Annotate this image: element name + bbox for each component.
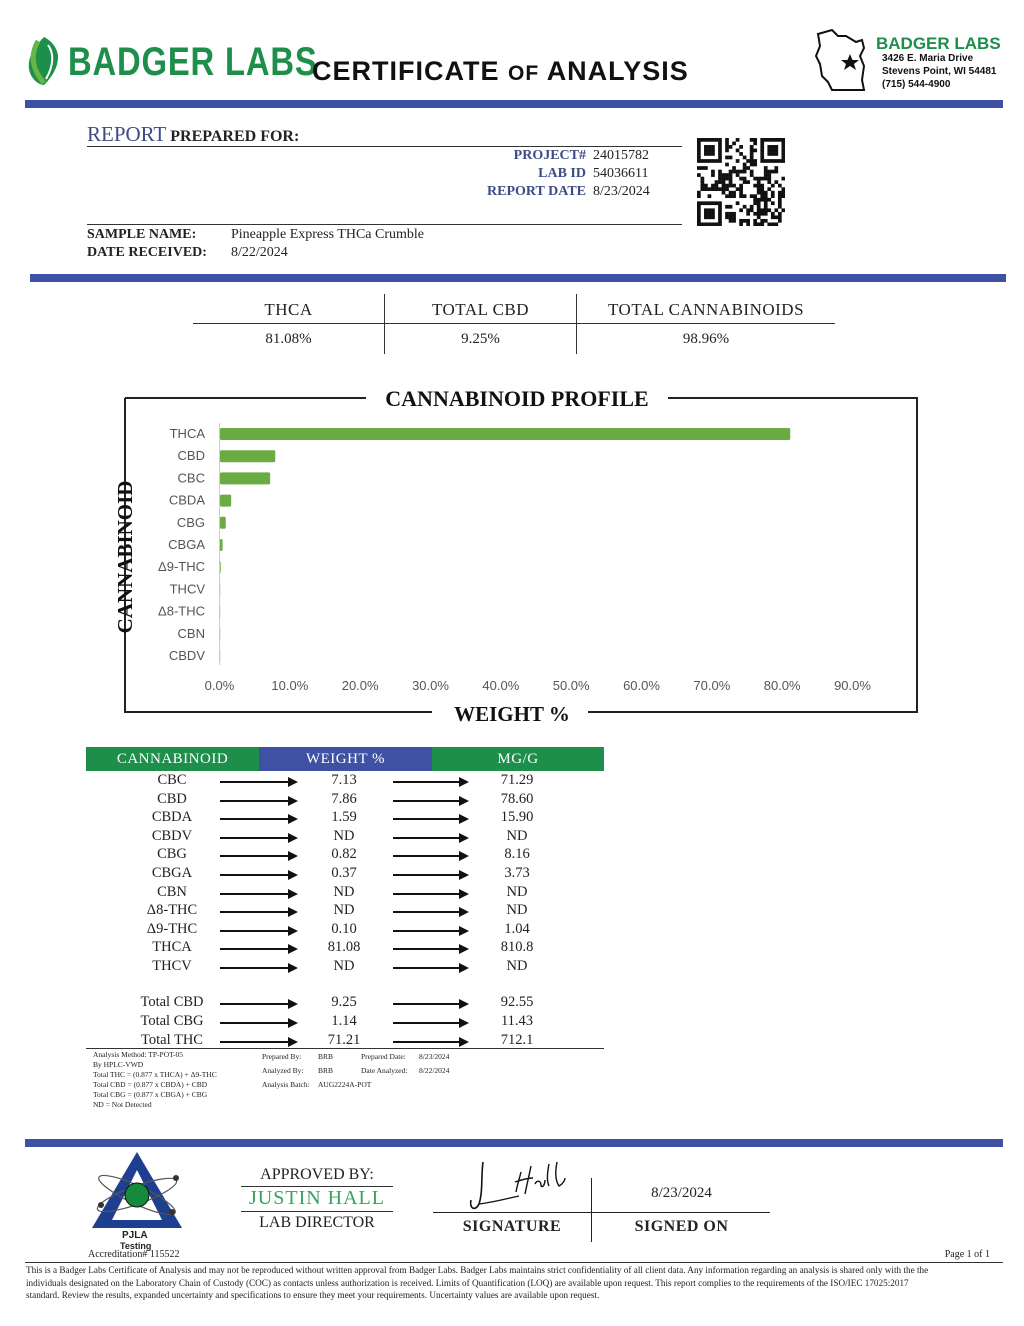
x-tick-label: 30.0% xyxy=(412,678,449,693)
row-mg: ND xyxy=(506,958,528,974)
badger-leaf-logo-icon xyxy=(24,35,64,87)
disclaimer-line-2: individuals designated on the Laboratory Chain of Custody (COC) as contacts unless authorization is received. Limits of Quantification (LOQ) are available upon request. This report complies to the requirements of the ISO/IEC 17025:2017 xyxy=(26,1277,909,1288)
report-prepared-for xyxy=(87,122,299,147)
bar-cbc xyxy=(220,472,270,484)
table-row xyxy=(86,791,606,809)
x-tick-label: 80.0% xyxy=(763,678,801,693)
row-mg: 8.16 xyxy=(504,846,530,863)
table-row xyxy=(86,921,606,939)
analyzed-by-label: Analyzed By: xyxy=(262,1066,304,1075)
row-weight: ND xyxy=(333,958,355,974)
right-arrow-icon xyxy=(393,781,461,783)
summary-label-total-cannabinoids: TOTAL CANNABINOIDS xyxy=(607,300,805,319)
qr-code-icon[interactable] xyxy=(697,138,785,226)
summary-value-total-cannabinoids: 98.96% xyxy=(682,331,730,347)
right-arrow-icon xyxy=(393,874,461,876)
sample-name-label: SAMPLE NAME: xyxy=(87,227,197,242)
row-mg: 71.29 xyxy=(500,772,534,788)
address-line-1: 3426 E. Maria Drive xyxy=(882,53,974,64)
right-arrow-icon xyxy=(393,1003,461,1005)
row-weight: 71.21 xyxy=(327,1032,361,1048)
chart-frame-right xyxy=(588,398,917,712)
y-tick-label: CBG xyxy=(176,514,205,530)
right-arrow-icon xyxy=(220,1003,290,1005)
lab-address xyxy=(882,52,997,91)
row-mg: 92.55 xyxy=(500,994,534,1010)
row-mg: 15.90 xyxy=(500,809,534,826)
row-weight: ND xyxy=(333,827,355,844)
method-note-line: By HPLC-VWD xyxy=(93,1060,144,1069)
x-tick-label: 70.0% xyxy=(693,678,731,693)
right-arrow-icon xyxy=(220,800,290,802)
x-tick-label: 20.0% xyxy=(341,678,379,693)
chart-frame-left xyxy=(125,398,432,712)
project-value: 24015782 xyxy=(593,148,649,163)
table-row xyxy=(86,772,606,790)
right-arrow-icon xyxy=(393,930,461,932)
row-mg: 78.60 xyxy=(500,790,534,807)
report-word: REPORT xyxy=(87,122,167,146)
table-row xyxy=(86,846,606,864)
bar-δ8-thc xyxy=(220,606,221,618)
chart-title: CANNABINOID PROFILE xyxy=(385,386,649,411)
y-tick-label: CBC xyxy=(177,470,205,486)
method-note-line: Total THC = (0.877 x THCA) + Δ9-THC xyxy=(93,1070,217,1079)
approver-name: JUSTIN HALL xyxy=(249,1187,385,1209)
prepared-by-label: Prepared By: xyxy=(262,1052,302,1061)
table-row xyxy=(86,828,606,846)
row-weight: 7.13 xyxy=(331,772,357,788)
row-cannabinoid: CBDA xyxy=(151,809,193,826)
batch-value: AUG2224A-POT xyxy=(318,1080,372,1089)
prepared-date-label: Prepared Date: xyxy=(361,1052,406,1061)
prepared-date-value: 8/23/2024 xyxy=(419,1052,450,1061)
bar-δ9-thc xyxy=(220,561,221,573)
right-arrow-icon xyxy=(393,911,461,913)
bar-thcv xyxy=(220,583,221,595)
right-arrow-icon xyxy=(393,837,461,839)
right-arrow-icon xyxy=(220,1041,290,1043)
logo-text: BADGER LABS xyxy=(68,40,318,84)
table-row xyxy=(86,809,606,827)
y-tick-label: Δ9-THC xyxy=(158,559,205,575)
total-row xyxy=(86,994,606,1012)
right-arrow-icon xyxy=(393,800,461,802)
chart-y-axis-label: CANNABINOID xyxy=(113,480,137,634)
right-arrow-icon xyxy=(220,855,290,857)
report-date-label: REPORT DATE xyxy=(487,184,586,199)
date-received-value: 8/22/2024 xyxy=(231,245,288,260)
signature-image xyxy=(465,1158,575,1216)
x-tick-label: 0.0% xyxy=(204,678,235,693)
row-weight: 1.59 xyxy=(331,809,357,826)
row-weight: 0.10 xyxy=(331,920,357,937)
row-cannabinoid: Δ9-THC xyxy=(146,920,198,937)
bar-cbg xyxy=(220,517,226,529)
y-tick-label: Δ8-THC xyxy=(158,603,205,619)
right-arrow-icon xyxy=(220,874,290,876)
x-tick-label: 90.0% xyxy=(834,678,871,693)
table-bottom-rule xyxy=(86,1048,604,1049)
total-row xyxy=(86,1013,606,1031)
row-cannabinoid: CBD xyxy=(157,790,187,807)
bar-cbga xyxy=(220,539,223,551)
method-note-line: Analysis Method: TP-POT-05 xyxy=(93,1050,184,1059)
signed-on-label: SIGNED ON xyxy=(634,1218,729,1235)
batch-label: Analysis Batch: xyxy=(262,1080,310,1089)
date-analyzed-value: 8/22/2024 xyxy=(419,1066,450,1075)
signature-rule xyxy=(433,1212,770,1213)
signed-date: 8/23/2024 xyxy=(651,1185,712,1201)
y-tick-label: CBD xyxy=(177,448,205,464)
row-mg: ND xyxy=(506,902,528,919)
table-row xyxy=(86,865,606,883)
pjla-logo-icon xyxy=(90,1150,185,1230)
page-number: Page 1 of 1 xyxy=(944,1249,990,1260)
right-arrow-icon xyxy=(220,818,290,820)
summary-label-total-cbd: TOTAL CBD xyxy=(431,300,530,319)
y-tick-label: THCV xyxy=(169,581,205,597)
row-cannabinoid: THCV xyxy=(152,958,192,974)
address-line-2: Stevens Point, WI 54481 xyxy=(882,66,997,77)
approver-name-rule xyxy=(241,1211,393,1212)
row-mg: 810.8 xyxy=(500,939,534,956)
right-arrow-icon xyxy=(393,893,461,895)
pjla-label: PJLA xyxy=(122,1230,148,1241)
summary-label-thca: THCA xyxy=(264,300,313,319)
table-row xyxy=(86,939,606,957)
project-label: PROJECT# xyxy=(513,148,586,163)
right-arrow-icon xyxy=(393,855,461,857)
row-mg: 1.04 xyxy=(504,920,530,937)
y-tick-label: CBDV xyxy=(168,648,205,663)
right-arrow-icon xyxy=(220,893,290,895)
prep-info xyxy=(262,1052,522,1092)
row-cannabinoid: Δ8-THC xyxy=(146,902,198,919)
method-note-line: ND = Not Detected xyxy=(93,1100,152,1109)
row-mg: 712.1 xyxy=(500,1032,534,1048)
report-divider xyxy=(30,274,1006,282)
wisconsin-map-icon xyxy=(812,26,876,94)
x-tick-label: 50.0% xyxy=(552,678,590,693)
row-weight: 81.08 xyxy=(327,939,361,956)
accreditation-number: Accreditation# 115522 xyxy=(88,1249,180,1260)
bar-cbda xyxy=(220,495,231,507)
phone-number: (715) 544-4900 xyxy=(882,79,951,90)
date-analyzed-label: Date Analyzed: xyxy=(361,1066,408,1075)
y-tick-label: CBDA xyxy=(168,492,205,508)
x-tick-label: 10.0% xyxy=(271,678,309,693)
approver-role: LAB DIRECTOR xyxy=(259,1214,375,1231)
right-arrow-icon xyxy=(393,818,461,820)
summary-rule xyxy=(193,323,835,324)
y-tick-label: THCA xyxy=(169,426,205,441)
right-arrow-icon xyxy=(220,781,290,783)
y-tick-label: CBN xyxy=(177,625,205,641)
chart-x-axis-label: WEIGHT % xyxy=(454,702,570,726)
table-header-mg: MG/G xyxy=(432,747,604,771)
row-weight: 1.14 xyxy=(331,1013,357,1029)
right-arrow-icon xyxy=(220,911,290,913)
method-notes xyxy=(93,1050,217,1110)
cannabinoid-profile-chart xyxy=(0,380,1024,730)
row-cannabinoid: CBGA xyxy=(151,865,193,881)
right-arrow-icon xyxy=(220,837,290,839)
disclaimer-line-1: This is a Badger Labs Certificate of Analysis and may not be reproduced without written approval from Badger Labs. Badger Labs maintains strict confidentiality of all client data. Any information regarding an analysis is shared only with the the xyxy=(26,1265,929,1275)
bar-cbdv xyxy=(220,650,221,662)
summary-value-thca: 81.08% xyxy=(265,331,312,347)
right-arrow-icon xyxy=(220,1022,290,1024)
row-weight: ND xyxy=(333,883,355,900)
row-cannabinoid: CBDV xyxy=(151,827,193,844)
row-cannabinoid: Total CBD xyxy=(140,994,204,1010)
x-tick-label: 60.0% xyxy=(623,678,660,693)
page-title xyxy=(312,56,689,87)
right-arrow-icon xyxy=(393,1041,461,1043)
row-cannabinoid: CBN xyxy=(157,883,187,900)
title-analysis: ANALYSIS xyxy=(546,56,689,86)
row-cannabinoid: THCA xyxy=(152,939,192,956)
table-header-weight: WEIGHT % xyxy=(259,747,432,771)
prepared-for-label: PREPARED FOR: xyxy=(170,128,300,145)
summary-value-total-cbd: 9.25% xyxy=(461,331,500,347)
bar-cbd xyxy=(220,450,275,462)
disclaimer xyxy=(26,1264,1006,1302)
right-arrow-icon xyxy=(220,930,290,932)
footer-divider xyxy=(25,1139,1003,1147)
row-cannabinoid: Total THC xyxy=(141,1032,203,1048)
y-tick-label: CBGA xyxy=(168,537,205,552)
row-weight: 0.82 xyxy=(331,846,357,863)
date-received-label: DATE RECEIVED: xyxy=(87,245,207,260)
right-arrow-icon xyxy=(393,967,461,969)
report-underline xyxy=(87,146,682,147)
row-weight: ND xyxy=(333,902,355,919)
row-weight: 9.25 xyxy=(331,994,357,1010)
analyzed-by-value: BRB xyxy=(318,1066,334,1075)
title-of: OF xyxy=(508,62,540,85)
report-date-value: 8/23/2024 xyxy=(593,184,650,199)
row-mg: 3.73 xyxy=(504,865,530,881)
bar-cbn xyxy=(220,628,221,640)
row-mg: 11.43 xyxy=(500,1013,534,1029)
lab-name: BADGER LABS xyxy=(876,34,1001,53)
bar-thca xyxy=(220,428,790,440)
disclaimer-line-3: standard. Review the results, expanded uncertainty and specifications to ensure they meet your requirements. Uncertainty values are available upon request. xyxy=(26,1290,600,1300)
lab-id-value: 54036611 xyxy=(593,166,649,181)
right-arrow-icon xyxy=(393,1022,461,1024)
approved-by-label: APPROVED BY: xyxy=(260,1166,374,1183)
row-weight: 7.86 xyxy=(331,790,357,807)
right-arrow-icon xyxy=(220,948,290,950)
method-note-line: Total CBG = (0.877 x CBGA) + CBG xyxy=(93,1090,208,1099)
title-certificate: CERTIFICATE xyxy=(312,56,500,86)
right-arrow-icon xyxy=(393,948,461,950)
sample-name-value: Pineapple Express THCa Crumble xyxy=(231,227,424,242)
row-cannabinoid: CBC xyxy=(157,772,187,788)
header-divider xyxy=(25,100,1003,108)
method-note-line: Total CBD = (0.877 x CBDA) + CBD xyxy=(93,1080,208,1089)
prepared-by-value: BRB xyxy=(318,1052,334,1061)
row-mg: ND xyxy=(506,827,528,844)
row-cannabinoid: Total CBG xyxy=(140,1013,204,1029)
row-mg: ND xyxy=(506,883,528,900)
table-row xyxy=(86,958,606,976)
signature-label: SIGNATURE xyxy=(462,1218,562,1235)
sample-underline xyxy=(87,224,682,225)
signature-vertical-divider xyxy=(591,1178,592,1242)
table-header-cannabinoid: CANNABINOID xyxy=(86,747,259,771)
right-arrow-icon xyxy=(220,967,290,969)
row-weight: 0.37 xyxy=(331,865,357,881)
x-tick-label: 40.0% xyxy=(482,678,520,693)
table-row xyxy=(86,902,606,920)
lab-id-label: LAB ID xyxy=(538,166,586,181)
pjla-sub: Testing xyxy=(120,1241,152,1251)
footer-rule xyxy=(25,1262,1003,1263)
row-cannabinoid: CBG xyxy=(157,846,187,863)
table-row xyxy=(86,884,606,902)
